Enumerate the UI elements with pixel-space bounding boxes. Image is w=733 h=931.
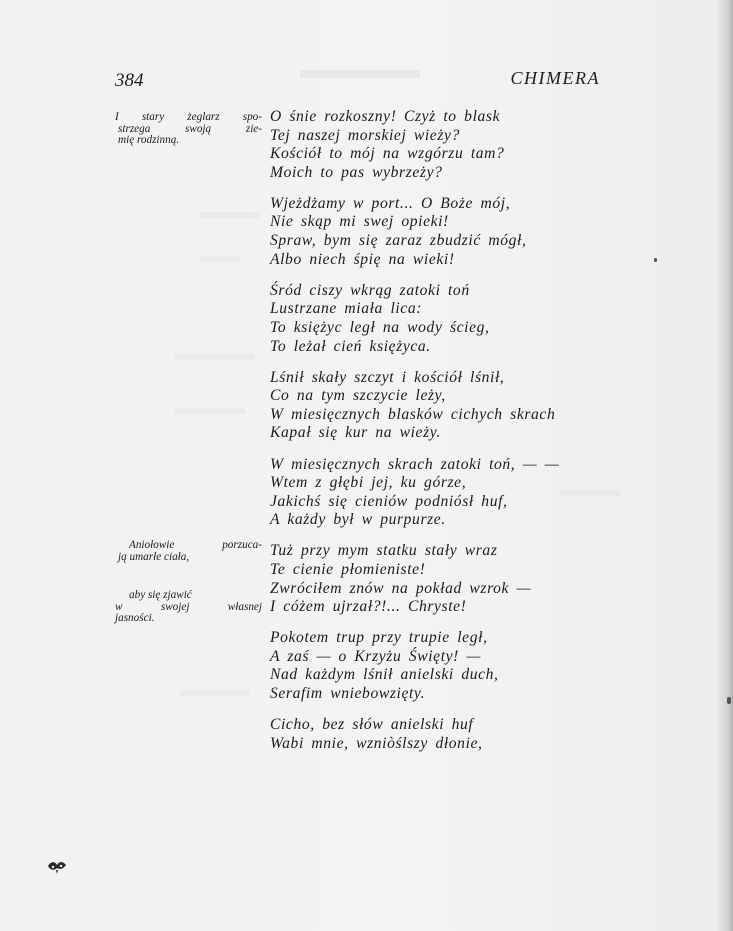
verse-line: Wjeżdżamy w port... O Boże mój,: [270, 194, 511, 212]
verse-line: A zaś — o Krzyżu Święty! —: [270, 647, 481, 665]
verse-line: Lśnił skały szczyt i kościół lśnił,: [270, 368, 505, 386]
show-through-text: [200, 212, 260, 218]
verse-line: Śród ciszy wkrąg zatoki toń: [270, 281, 470, 299]
stanza: [270, 716, 610, 753]
verse-line: Co na tym szczycie leży,: [270, 387, 446, 405]
gloss-line: strzega swoją zie-: [118, 122, 262, 135]
verse-line: To leżał cień księżyca.: [270, 337, 431, 355]
verse-line: Serafim wniebowzięty.: [270, 685, 426, 703]
margin-gloss: [115, 590, 262, 625]
verse-line: Wtem z głębi jej, ku górze,: [270, 474, 467, 492]
page-number: 384: [115, 70, 144, 91]
verse-line: Albo niech śpię na wieki!: [270, 250, 455, 268]
paper-speck: [654, 258, 657, 262]
verse-line: Tuż przy mym statku stały wraz: [270, 542, 498, 560]
verse-line: O śnie rozkoszny! Czyż to blask: [270, 108, 501, 125]
printer-ornament-icon: [46, 858, 68, 874]
verse-line: Tej naszej morskiej wieży?: [270, 126, 460, 144]
verse-line: Wabi mnie, wzniòślszy dłonie,: [270, 734, 483, 752]
verse-line: Moich to pas wybrzeży?: [270, 163, 443, 181]
paper-speck: [727, 697, 731, 704]
stanza: [270, 108, 610, 182]
gloss-line: ją umarłe ciała,: [118, 550, 190, 563]
verse-line: Spraw, bym się zaraz zbudzić mógł,: [270, 232, 527, 250]
verse-line: Nad każdym lśnił anielski duch,: [270, 666, 499, 684]
verse-line: To księżyc legł na wody ścieg,: [270, 318, 490, 336]
running-title: CHIMERA: [510, 68, 600, 88]
verse-line: W miesięcznych blasków cichych skrach: [270, 405, 556, 423]
show-through-text: [175, 354, 255, 360]
verse-line: Kościół to mój na wzgórzu tam?: [270, 145, 505, 163]
stanza: [270, 629, 610, 703]
gloss-line: I stary żeglarz spo-: [115, 111, 262, 123]
verse-line: Jakichś się cieniów podniósł huf,: [270, 492, 508, 510]
stanza: [270, 195, 610, 269]
gloss-line: jasności.: [115, 612, 155, 624]
gloss-line: aby się zjawić: [129, 589, 192, 601]
show-through-text: [300, 70, 420, 78]
stanza: [270, 369, 610, 443]
margin-gloss: [115, 112, 262, 147]
stanza: [270, 282, 610, 356]
verse-line: Zwróciłem znów na pokład wzrok —: [270, 579, 532, 597]
verse-line: Kapał się kur na wieży.: [270, 424, 441, 442]
verse-line: Cicho, bez słów anielski huf: [270, 716, 474, 734]
gloss-line: mię rodzinną.: [118, 134, 180, 146]
verse-line: Nie skąp mi swej opieki!: [270, 213, 449, 231]
show-through-text: [180, 690, 250, 696]
verse-line: A każdy był w purpurze.: [270, 511, 446, 529]
gloss-line: w swojej własnej: [115, 600, 262, 613]
gloss-line: Aniołowie porzuca-: [129, 539, 262, 551]
stanza: [270, 542, 610, 616]
margin-gloss: [115, 540, 262, 563]
verse-line: Te cienie płomieniste!: [270, 560, 426, 578]
poem-body: [270, 108, 610, 766]
verse-line: Lustrzane miała lica:: [270, 300, 423, 318]
show-through-text: [200, 256, 240, 262]
verse-line: W miesięcznych skrach zatoki toń, — —: [270, 455, 560, 473]
stanza: [270, 456, 610, 530]
show-through-text: [175, 408, 245, 414]
verse-line: I cóżem ujrzał?!... Chryste!: [270, 598, 467, 616]
binding-shadow: [715, 0, 733, 931]
verse-line: Pokotem trup przy trupie legł,: [270, 629, 488, 647]
